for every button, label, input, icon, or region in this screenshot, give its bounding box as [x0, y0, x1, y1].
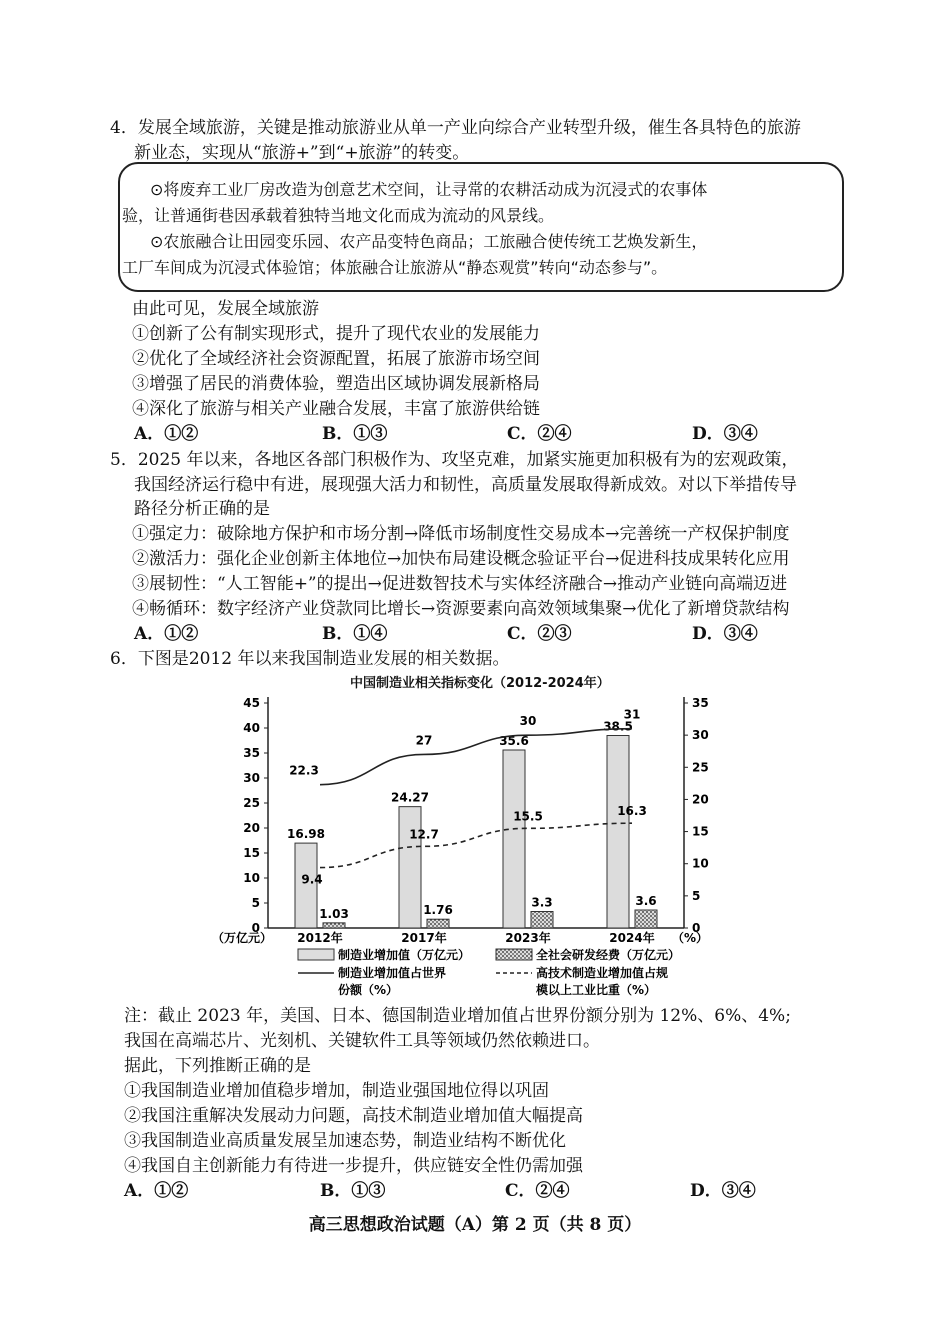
q4-option-b[interactable]: B．①③	[322, 424, 388, 444]
bar-rd	[531, 912, 553, 929]
left-axis-unit: （万亿元）	[211, 931, 273, 945]
q6-item-4: ④我国自主创新能力有待进一步提升，供应链安全性仍需加强	[124, 1156, 583, 1176]
left-tick-label: 15	[243, 846, 260, 860]
line-world-share-label: 22.3	[289, 763, 319, 778]
right-tick-label: 35	[692, 696, 709, 710]
q6-option-a[interactable]: A．①②	[124, 1181, 189, 1201]
q6-stem: 6．下图是2012 年以来我国制造业发展的相关数据。	[110, 649, 510, 669]
q6-option-c[interactable]: C．②④	[505, 1181, 570, 1201]
page-footer: 高三思想政治试题（A）第 2 页（共 8 页）	[308, 1215, 642, 1235]
q4-box-line2: 验，让普通街巷因承载着独特当地文化而成为流动的风景线。	[122, 206, 555, 225]
q5-item-2: ②激活力：强化企业创新主体地位→加快布局建设概念验证平台→促进科技成果转化应用	[132, 549, 790, 569]
bar-rd-label: 1.76	[423, 903, 453, 918]
legend-label-hightech-1: 高技术制造业增加值占规	[536, 966, 669, 980]
line-hightech-share-label: 15.5	[513, 809, 543, 824]
legend-label-rd: 全社会研发经费（万亿元）	[536, 948, 681, 962]
q4-item-1: ①创新了公有制实现形式，提升了现代农业的发展能力	[132, 324, 540, 344]
x-tick-label: 2024年	[609, 931, 655, 945]
q5-option-d[interactable]: D．③④	[692, 624, 758, 644]
right-tick-label: 0	[692, 921, 701, 935]
right-tick-label: 20	[692, 792, 709, 807]
left-tick-label: 0	[251, 921, 260, 935]
left-tick-label: 5	[251, 896, 260, 910]
right-axis-unit: （%）	[671, 931, 709, 945]
bar-rd	[635, 910, 657, 928]
q4-stem-line2: 新业态，实现从“旅游+”到“+旅游”的转变。	[134, 143, 470, 163]
x-tick-label: 2012年	[297, 931, 343, 945]
right-tick-label: 30	[692, 728, 709, 743]
left-tick-label: 25	[243, 796, 260, 810]
q6-item-2: ②我国注重解决发展动力问题，高技术制造业增加值大幅提高	[124, 1106, 583, 1126]
bar-value-added-label: 16.98	[287, 827, 325, 842]
left-tick-label: 30	[243, 771, 260, 785]
chart-legend	[298, 947, 680, 997]
line-world-share	[320, 729, 632, 785]
q5-stem-line3: 路径分析正确的是	[134, 499, 270, 519]
line-hightech-share	[320, 823, 632, 867]
q6-item-3: ③我国制造业高质量发展呈加速态势，制造业结构不断优化	[124, 1131, 566, 1151]
q6-option-b[interactable]: B．①③	[320, 1181, 386, 1201]
bar-value-added-label: 38.5	[603, 719, 633, 734]
q4-item-3: ③增强了居民的消费体验，塑造出区域协调发展新格局	[132, 374, 540, 394]
left-tick-label: 20	[243, 821, 260, 835]
q5-item-4: ④畅循环：数字经济产业贷款同比增长→资源要素向高效领域集聚→优化了新增贷款结构	[132, 599, 790, 619]
left-tick-label: 45	[243, 696, 260, 710]
q4-stem-line1: 4．发展全域旅游，关键是推动旅游业从单一产业向综合产业转型升级，催生各具特色的旅游	[110, 118, 801, 138]
line-hightech-share-label: 16.3	[617, 804, 647, 819]
q4-item-4: ④深化了旅游与相关产业融合发展，丰富了旅游供给链	[132, 399, 540, 419]
x-tick-label: 2017年	[401, 931, 447, 945]
q4-box-line4: 工厂车间成为沉浸式体验馆；体旅融合让旅游从“静态观赏”转向“动态参与”。	[122, 258, 668, 277]
bar-value-added-label: 24.27	[391, 790, 429, 805]
chart-title: 中国制造业相关指标变化（2012-2024年）	[350, 676, 610, 691]
q5-option-b[interactable]: B．①④	[322, 624, 388, 644]
q6-option-d[interactable]: D．③④	[690, 1181, 756, 1201]
q4-lead: 由此可见，发展全域旅游	[132, 299, 319, 319]
right-tick-label: 5	[692, 888, 701, 903]
q5-option-a[interactable]: A．①②	[134, 624, 199, 644]
q4-option-d[interactable]: D．③④	[692, 424, 758, 444]
q5-item-3: ③展韧性：“人工智能+”的提出→促进数智技术与实体经济融合→推动产业链向高端迈进	[132, 574, 788, 594]
right-tick-label: 25	[692, 760, 709, 775]
q5-option-c[interactable]: C．②③	[507, 624, 572, 644]
bar-rd	[323, 923, 345, 928]
q4-box-line1: ⊙将废弃工业厂房改造为创意艺术空间，让寻常的农耕活动成为沉浸式的农事体	[150, 180, 708, 199]
left-tick-label: 10	[243, 871, 260, 885]
q5-stem-line2: 我国经济运行稳中有进，展现强大活力和韧性，高质量发展取得新成效。对以下举措传导	[134, 475, 797, 495]
q6-lead: 据此，下列推断正确的是	[124, 1056, 311, 1076]
legend-label-world-share-2: 份额（%）	[338, 983, 399, 997]
q4-option-a[interactable]: A．①②	[134, 424, 199, 444]
line-hightech-share-label: 9.4	[301, 872, 323, 887]
bar-rd-label: 3.6	[635, 894, 657, 908]
legend-swatch-rd	[496, 949, 532, 960]
q6-note-line2: 我国在高端芯片、光刻机、关键软件工具等领域仍然依赖进口。	[124, 1031, 600, 1051]
left-tick-label: 35	[243, 746, 260, 760]
line-world-share-label: 27	[415, 733, 433, 748]
legend-swatch-value-added	[298, 949, 334, 960]
left-tick-label: 40	[243, 721, 260, 735]
legend-label-value-added: 制造业增加值（万亿元）	[338, 948, 471, 962]
bar-value-added	[607, 736, 629, 929]
bar-value-added	[399, 807, 421, 928]
bar-rd-label: 3.3	[531, 895, 553, 910]
bar-value-added	[503, 750, 525, 928]
q5-stem-line1: 5．2025 年以来，各地区各部门积极作为、攻坚克难，加紧实施更加积极有为的宏观政策，	[110, 450, 799, 470]
q4-box-line3: ⊙农旅融合让田园变乐园、农产品变特色商品；工旅融合使传统工艺焕发新生，	[150, 232, 708, 251]
right-tick-label: 10	[692, 856, 709, 871]
legend-label-hightech-2: 模以上工业比重（%）	[536, 983, 657, 997]
x-tick-label: 2023年	[505, 931, 551, 945]
bar-rd	[427, 919, 449, 928]
line-hightech-share-label: 12.7	[409, 827, 439, 842]
manufacturing-chart	[0, 685, 950, 1015]
line-world-share-label: 31	[623, 707, 641, 722]
bar-rd-label: 1.03	[319, 906, 349, 921]
q6-item-1: ①我国制造业增加值稳步增加，制造业强国地位得以巩固	[124, 1081, 549, 1101]
q4-material-box	[118, 162, 844, 292]
q4-item-2: ②优化了全域经济社会资源配置，拓展了旅游市场空间	[132, 349, 540, 369]
legend-label-world-share-1: 制造业增加值占世界	[338, 966, 447, 980]
bar-value-added-label: 35.6	[499, 734, 529, 748]
q6-note-line1: 注：截止 2023 年，美国、日本、德国制造业增加值占世界份额分别为 12%、6%、4%;	[124, 1006, 791, 1026]
q5-item-1: ①强定力：破除地方保护和市场分割→降低市场制度性交易成本→完善统一产权保护制度	[132, 524, 790, 544]
line-world-share-label: 30	[519, 714, 537, 729]
right-tick-label: 15	[692, 824, 709, 839]
q4-option-c[interactable]: C．②④	[507, 424, 572, 444]
